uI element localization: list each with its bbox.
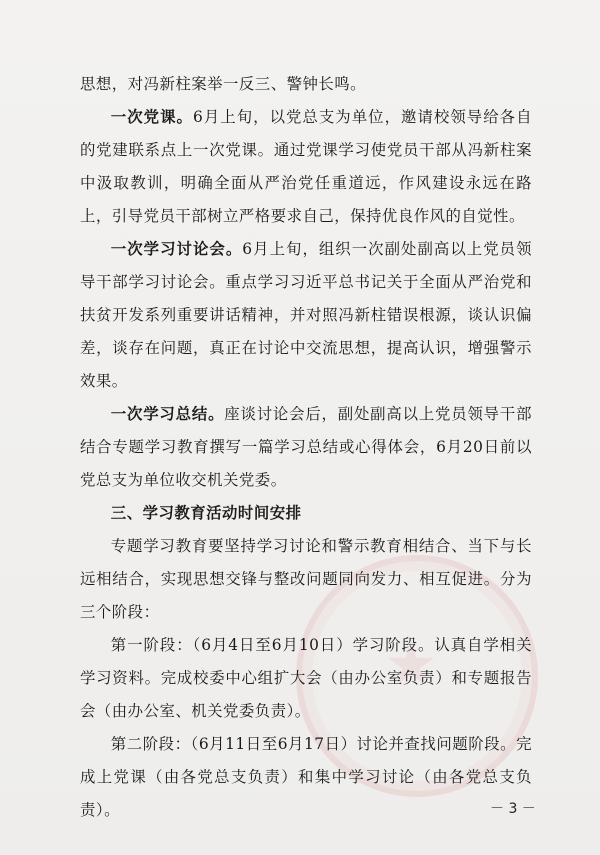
party-lecture-text: 6月上旬，以党总支为单位，邀请校领导给各自的党建联系点上一次党课。通过党课学习使党员干部从冯新柱案中汲取教训，明确全面从严治党任重道远，作风建设永远在路上，引导党员干部树立严格要求自己，保持优良作风的自觉性。	[80, 108, 532, 225]
study-summary-text: 座谈讨论会后，副处副高以上党员领导干部结合专题学习教育撰写一篇学习总结或心得体会，6月20日前以党总支为单位收交机关党委。	[80, 405, 532, 489]
paragraph-party-lecture	[80, 101, 532, 233]
study-meeting-title: 一次学习讨论会。	[110, 240, 243, 258]
study-summary-title: 一次学习总结。	[110, 405, 225, 423]
section-heading-schedule: 三、学习教育活动时间安排	[110, 504, 302, 522]
paragraph-study-meeting	[80, 233, 532, 398]
paragraph-stage-two: 第二阶段：（6月11日至6月17日）讨论并查找问题阶段。完成上党课（由各党总支负责）和集中学习讨论（由各党总支负责）。	[80, 735, 532, 819]
paragraph-schedule-intro: 专题学习教育要坚持学习讨论和警示教育相结合、当下与长远相结合，实现思想交锋与整改问题同向发力、相互促进。分为三个阶段：	[80, 537, 532, 621]
document-body	[80, 68, 532, 827]
study-meeting-text: 6月上旬，组织一次副处副高以上党员领导干部学习讨论会。重点学习习近平总书记关于全面从严治党和扶贫开发系列重要讲话精神，并对照冯新柱错误根源，谈认识偏差，谈存在问题，真正在讨论中交流思想，提高认识，增强警示效果。	[80, 240, 532, 390]
paragraph-continuation: 思想，对冯新柱案举一反三、警钟长鸣。	[80, 75, 367, 93]
party-lecture-title: 一次党课。	[110, 108, 193, 126]
paragraph-stage-one: 第一阶段：（6月4日至6月10日）学习阶段。认真自学相关学习资料。完成校委中心组扩大会（由办公室负责）和专题报告会（由办公室、机关党委负责）。	[80, 636, 532, 720]
paragraph-study-summary	[80, 398, 532, 497]
page-number: － 3 －	[490, 801, 536, 817]
